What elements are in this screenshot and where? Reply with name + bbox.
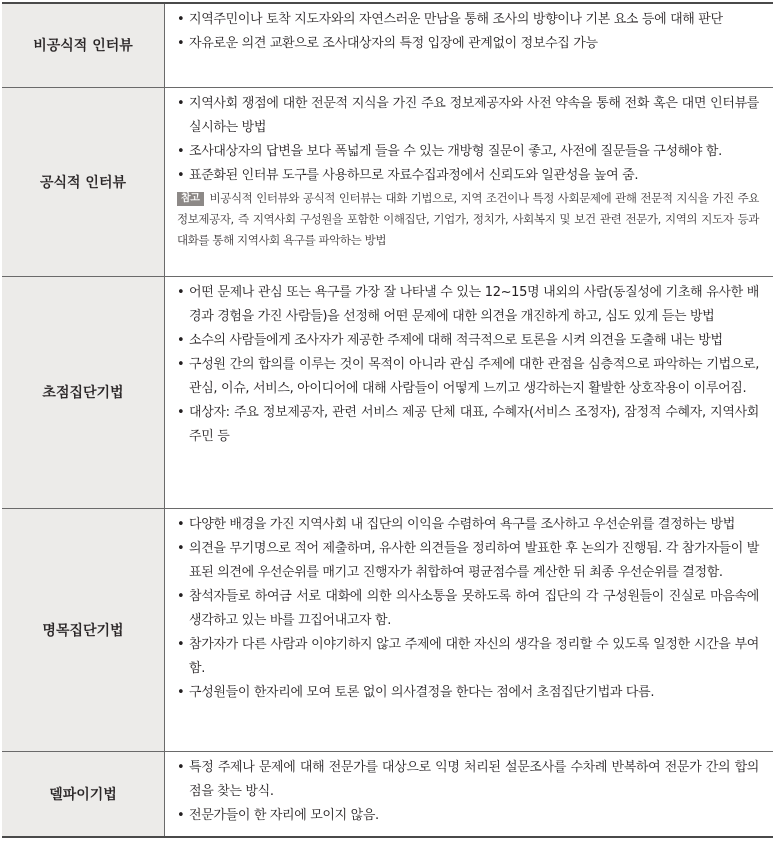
bullet-item: • 지역주민이나 토착 지도자와의 자연스러운 만남을 통해 조사의 방향이나 기본 요소 등에 대해 판단: [177, 8, 759, 32]
bullet-item: • 구성원 간의 합의를 이루는 것이 목적이 아니라 관심 주제에 대한 관점을 심층적으로 파악하는 기법으로, 관심, 이슈, 서비스, 아이디어에 대해 사람들이 어떻게 느끼고 생각하는지 활발한 상호작용이 이루어짐.: [177, 353, 759, 401]
table-row-informal-interview: [2, 3, 773, 87]
table-row-nominal-group: [2, 508, 773, 751]
row-label: 델파이기법: [2, 751, 165, 837]
bullet-item: • 참가자가 다른 사람과 이야기하지 않고 주제에 대한 자신의 생각을 정리할 수 있도록 일정한 시간을 부여함.: [177, 633, 759, 681]
bullet-item: • 특정 주제나 문제에 대해 전문가를 대상으로 익명 처리된 설문조사를 수차례 반복하여 전문가 간의 합의점을 찾는 방식.: [177, 756, 759, 804]
row-label: 초점집단기법: [2, 276, 165, 508]
reference-note-text: 비공식적 인터뷰와 공식적 인터뷰는 대화 기법으로, 지역 조건이나 특정 사회문제에 관해 전문적 지식을 가진 주요 정보제공자, 즉 지역사회 구성원을 포함한 이해집단, 기업가, 정치가, 사회복지 및 보건 관련 전문가, 지역의 지도자 등과 대화를 통해 지역사회 욕구를 파악하는 방법: [177, 190, 759, 247]
bullet-item: • 어떤 문제나 관심 또는 욕구를 가장 잘 나타낼 수 있는 12~15명 내외의 사람(동질성에 기초해 유사한 배경과 경험을 가진 사람들)을 선정해 어떤 문제에 대한 의견을 개진하게 하고, 심도 있게 듣는 방법: [177, 281, 759, 329]
bullet-item: • 의견을 무기명으로 적어 제출하며, 유사한 의견들을 정리하여 발표한 후 논의가 진행됨. 각 참가자들이 발표된 의견에 우선순위를 매기고 진행자가 취합하여 평균점수를 계산한 뒤 최종 우선순위를 결정함.: [177, 537, 759, 585]
methods-table: [2, 2, 773, 838]
row-content: [165, 276, 774, 508]
row-label: 비공식적 인터뷰: [2, 3, 165, 87]
bullet-item: • 표준화된 인터뷰 도구를 사용하므로 자료수집과정에서 신뢰도와 일관성을 높여 줌.: [177, 164, 759, 188]
bullet-item: • 지역사회 쟁점에 대한 전문적 지식을 가진 주요 정보제공자와 사전 약속을 통해 전화 혹은 대면 인터뷰를 실시하는 방법: [177, 92, 759, 140]
reference-note: [177, 188, 759, 251]
row-content: [165, 3, 774, 87]
reference-badge: 참고: [177, 192, 204, 206]
bullet-item: • 참석자들로 하여금 서로 대화에 의한 의사소통을 못하도록 하여 집단의 각 구성원들이 진실로 마음속에 생각하고 있는 바를 끄집어내고자 함.: [177, 585, 759, 633]
bullet-item: • 다양한 배경을 가진 지역사회 내 집단의 이익을 수렴하여 욕구를 조사하고 우선순위를 결정하는 방법: [177, 513, 759, 537]
table-row-focus-group: [2, 276, 773, 508]
row-content: [165, 751, 774, 837]
table-row-delphi: [2, 751, 773, 837]
row-content: [165, 508, 774, 751]
bullet-item: • 조사대상자의 답변을 보다 폭넓게 들을 수 있는 개방형 질문이 좋고, 사전에 질문들을 구성해야 함.: [177, 140, 759, 164]
bullet-item: • 소수의 사람들에게 조사자가 제공한 주제에 대해 적극적으로 토론을 시켜 의견을 도출해 내는 방법: [177, 329, 759, 353]
bullet-item: • 대상자: 주요 정보제공자, 관련 서비스 제공 단체 대표, 수혜자(서비스 조정자), 잠정적 수혜자, 지역사회 주민 등: [177, 401, 759, 449]
bullet-item: • 구성원들이 한자리에 모여 토론 없이 의사결정을 한다는 점에서 초점집단기법과 다름.: [177, 681, 759, 705]
table-row-formal-interview: [2, 87, 773, 276]
bullet-item: • 자유로운 의견 교환으로 조사대상자의 특정 입장에 관계없이 정보수집 가능: [177, 32, 759, 56]
bullet-item: • 전문가들이 한 자리에 모이지 않음.: [177, 804, 759, 828]
row-label: 공식적 인터뷰: [2, 87, 165, 276]
row-label: 명목집단기법: [2, 508, 165, 751]
row-content: [165, 87, 774, 276]
